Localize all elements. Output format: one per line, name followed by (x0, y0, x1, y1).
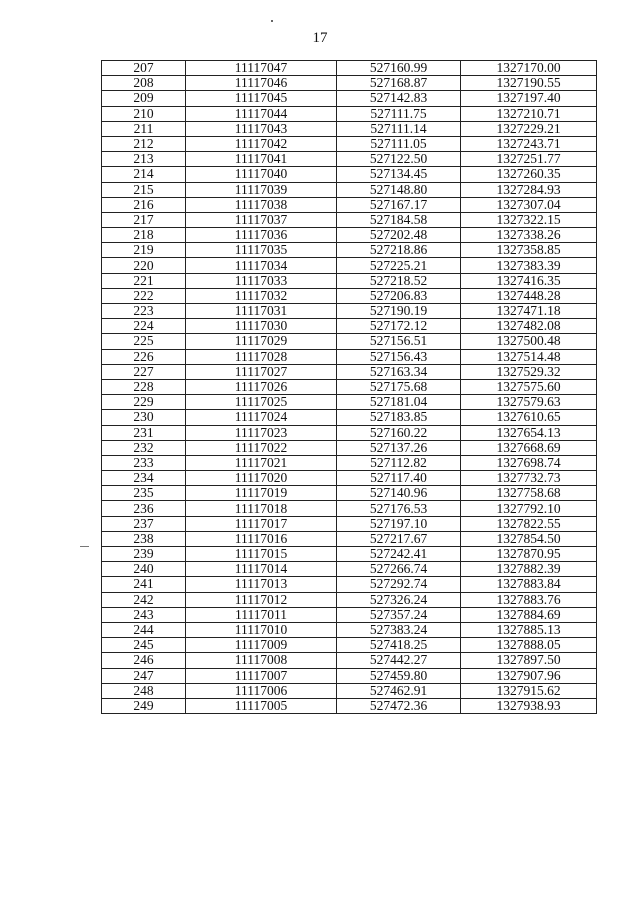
table-row (102, 547, 597, 562)
table-row (102, 167, 597, 182)
point-id-cell: 11117037 (186, 212, 337, 227)
x-coordinate-cell: 527140.96 (337, 486, 461, 501)
table-row (102, 410, 597, 425)
point-number-cell: 241 (102, 577, 186, 592)
y-coordinate-cell: 1327500.48 (461, 334, 597, 349)
table-row (102, 258, 597, 273)
point-number-cell: 237 (102, 516, 186, 531)
y-coordinate-cell: 1327514.48 (461, 349, 597, 364)
y-coordinate-cell: 1327883.76 (461, 592, 597, 607)
table-row (102, 243, 597, 258)
y-coordinate-cell: 1327307.04 (461, 197, 597, 212)
table-row (102, 349, 597, 364)
point-id-cell: 11117031 (186, 304, 337, 319)
point-id-cell: 11117014 (186, 562, 337, 577)
table-row (102, 273, 597, 288)
point-number-cell: 216 (102, 197, 186, 212)
table-row (102, 668, 597, 683)
point-id-cell: 11117012 (186, 592, 337, 607)
x-coordinate-cell: 527197.10 (337, 516, 461, 531)
x-coordinate-cell: 527142.83 (337, 91, 461, 106)
point-id-cell: 11117038 (186, 197, 337, 212)
point-id-cell: 11117034 (186, 258, 337, 273)
x-coordinate-cell: 527184.58 (337, 212, 461, 227)
y-coordinate-cell: 1327416.35 (461, 273, 597, 288)
x-coordinate-cell: 527418.25 (337, 638, 461, 653)
point-number-cell: 230 (102, 410, 186, 425)
point-id-cell: 11117026 (186, 379, 337, 394)
y-coordinate-cell: 1327907.96 (461, 668, 597, 683)
x-coordinate-cell: 527172.12 (337, 319, 461, 334)
coordinates-table-body (102, 61, 597, 714)
point-id-cell: 11117007 (186, 668, 337, 683)
point-number-cell: 221 (102, 273, 186, 288)
point-number-cell: 242 (102, 592, 186, 607)
y-coordinate-cell: 1327758.68 (461, 486, 597, 501)
point-id-cell: 11117005 (186, 698, 337, 713)
point-number-cell: 209 (102, 91, 186, 106)
point-id-cell: 11117025 (186, 395, 337, 410)
point-id-cell: 11117018 (186, 501, 337, 516)
y-coordinate-cell: 1327197.40 (461, 91, 597, 106)
point-number-cell: 224 (102, 319, 186, 334)
point-number-cell: 217 (102, 212, 186, 227)
point-number-cell: 220 (102, 258, 186, 273)
y-coordinate-cell: 1327888.05 (461, 638, 597, 653)
point-id-cell: 11117045 (186, 91, 337, 106)
table-row (102, 152, 597, 167)
point-number-cell: 211 (102, 121, 186, 136)
table-row (102, 607, 597, 622)
point-id-cell: 11117010 (186, 622, 337, 637)
point-number-cell: 247 (102, 668, 186, 683)
point-id-cell: 11117017 (186, 516, 337, 531)
point-number-cell: 222 (102, 288, 186, 303)
point-number-cell: 228 (102, 379, 186, 394)
y-coordinate-cell: 1327822.55 (461, 516, 597, 531)
y-coordinate-cell: 1327358.85 (461, 243, 597, 258)
y-coordinate-cell: 1327579.63 (461, 395, 597, 410)
table-row (102, 698, 597, 713)
point-number-cell: 227 (102, 364, 186, 379)
point-id-cell: 11117035 (186, 243, 337, 258)
x-coordinate-cell: 527442.27 (337, 653, 461, 668)
table-row (102, 61, 597, 76)
point-id-cell: 11117044 (186, 106, 337, 121)
coordinates-table (101, 60, 597, 714)
x-coordinate-cell: 527137.26 (337, 440, 461, 455)
point-id-cell: 11117021 (186, 455, 337, 470)
x-coordinate-cell: 527183.85 (337, 410, 461, 425)
y-coordinate-cell: 1327260.35 (461, 167, 597, 182)
x-coordinate-cell: 527292.74 (337, 577, 461, 592)
point-number-cell: 215 (102, 182, 186, 197)
table-row (102, 455, 597, 470)
y-coordinate-cell: 1327915.62 (461, 683, 597, 698)
point-id-cell: 11117009 (186, 638, 337, 653)
point-number-cell: 239 (102, 547, 186, 562)
x-coordinate-cell: 527357.24 (337, 607, 461, 622)
y-coordinate-cell: 1327322.15 (461, 212, 597, 227)
point-number-cell: 249 (102, 698, 186, 713)
point-number-cell: 231 (102, 425, 186, 440)
y-coordinate-cell: 1327610.65 (461, 410, 597, 425)
y-coordinate-cell: 1327885.13 (461, 622, 597, 637)
point-number-cell: 225 (102, 334, 186, 349)
point-number-cell: 210 (102, 106, 186, 121)
y-coordinate-cell: 1327732.73 (461, 471, 597, 486)
point-id-cell: 11117043 (186, 121, 337, 136)
point-number-cell: 236 (102, 501, 186, 516)
y-coordinate-cell: 1327338.26 (461, 228, 597, 243)
table-row (102, 425, 597, 440)
table-row (102, 531, 597, 546)
point-id-cell: 11117028 (186, 349, 337, 364)
page-number: 17 (312, 30, 328, 46)
x-coordinate-cell: 527163.34 (337, 364, 461, 379)
y-coordinate-cell: 1327210.71 (461, 106, 597, 121)
point-id-cell: 11117032 (186, 288, 337, 303)
x-coordinate-cell: 527217.67 (337, 531, 461, 546)
point-id-cell: 11117011 (186, 607, 337, 622)
point-number-cell: 208 (102, 76, 186, 91)
point-number-cell: 223 (102, 304, 186, 319)
y-coordinate-cell: 1327883.84 (461, 577, 597, 592)
y-coordinate-cell: 1327383.39 (461, 258, 597, 273)
point-id-cell: 11117016 (186, 531, 337, 546)
table-row (102, 486, 597, 501)
table-row (102, 121, 597, 136)
table-row (102, 334, 597, 349)
point-id-cell: 11117036 (186, 228, 337, 243)
point-number-cell: 232 (102, 440, 186, 455)
y-coordinate-cell: 1327471.18 (461, 304, 597, 319)
table-row (102, 501, 597, 516)
y-coordinate-cell: 1327884.69 (461, 607, 597, 622)
table-row (102, 136, 597, 151)
x-coordinate-cell: 527181.04 (337, 395, 461, 410)
point-id-cell: 11117019 (186, 486, 337, 501)
x-coordinate-cell: 527117.40 (337, 471, 461, 486)
table-row (102, 638, 597, 653)
x-coordinate-cell: 527111.14 (337, 121, 461, 136)
point-id-cell: 11117006 (186, 683, 337, 698)
table-row (102, 592, 597, 607)
table-row (102, 471, 597, 486)
point-number-cell: 244 (102, 622, 186, 637)
y-coordinate-cell: 1327698.74 (461, 455, 597, 470)
table-row (102, 288, 597, 303)
point-number-cell: 226 (102, 349, 186, 364)
point-id-cell: 11117047 (186, 61, 337, 76)
y-coordinate-cell: 1327243.71 (461, 136, 597, 151)
y-coordinate-cell: 1327284.93 (461, 182, 597, 197)
point-id-cell: 11117033 (186, 273, 337, 288)
y-coordinate-cell: 1327792.10 (461, 501, 597, 516)
x-coordinate-cell: 527202.48 (337, 228, 461, 243)
table-row (102, 319, 597, 334)
point-id-cell: 11117039 (186, 182, 337, 197)
point-number-cell: 213 (102, 152, 186, 167)
point-id-cell: 11117022 (186, 440, 337, 455)
x-coordinate-cell: 527111.05 (337, 136, 461, 151)
point-id-cell: 11117040 (186, 167, 337, 182)
x-coordinate-cell: 527160.99 (337, 61, 461, 76)
y-coordinate-cell: 1327870.95 (461, 547, 597, 562)
x-coordinate-cell: 527462.91 (337, 683, 461, 698)
y-coordinate-cell: 1327482.08 (461, 319, 597, 334)
x-coordinate-cell: 527160.22 (337, 425, 461, 440)
table-row (102, 106, 597, 121)
table-row (102, 440, 597, 455)
point-id-cell: 11117015 (186, 547, 337, 562)
x-coordinate-cell: 527459.80 (337, 668, 461, 683)
x-coordinate-cell: 527156.43 (337, 349, 461, 364)
point-id-cell: 11117023 (186, 425, 337, 440)
table-row (102, 364, 597, 379)
point-number-cell: 214 (102, 167, 186, 182)
x-coordinate-cell: 527175.68 (337, 379, 461, 394)
point-id-cell: 11117027 (186, 364, 337, 379)
table-row (102, 76, 597, 91)
point-number-cell: 233 (102, 455, 186, 470)
point-number-cell: 238 (102, 531, 186, 546)
x-coordinate-cell: 527168.87 (337, 76, 461, 91)
table-row (102, 683, 597, 698)
x-coordinate-cell: 527156.51 (337, 334, 461, 349)
x-coordinate-cell: 527122.50 (337, 152, 461, 167)
point-id-cell: 11117008 (186, 653, 337, 668)
y-coordinate-cell: 1327897.50 (461, 653, 597, 668)
point-id-cell: 11117042 (186, 136, 337, 151)
table-row (102, 562, 597, 577)
point-id-cell: 11117046 (186, 76, 337, 91)
x-coordinate-cell: 527148.80 (337, 182, 461, 197)
point-number-cell: 240 (102, 562, 186, 577)
table-row (102, 228, 597, 243)
table-row (102, 516, 597, 531)
y-coordinate-cell: 1327190.55 (461, 76, 597, 91)
point-id-cell: 11117020 (186, 471, 337, 486)
x-coordinate-cell: 527206.83 (337, 288, 461, 303)
point-number-cell: 245 (102, 638, 186, 653)
table-row (102, 622, 597, 637)
table-row (102, 91, 597, 106)
point-number-cell: 234 (102, 471, 186, 486)
x-coordinate-cell: 527266.74 (337, 562, 461, 577)
x-coordinate-cell: 527134.45 (337, 167, 461, 182)
point-number-cell: 219 (102, 243, 186, 258)
scan-dot (271, 20, 273, 22)
point-number-cell: 248 (102, 683, 186, 698)
table-row (102, 304, 597, 319)
x-coordinate-cell: 527112.82 (337, 455, 461, 470)
y-coordinate-cell: 1327575.60 (461, 379, 597, 394)
y-coordinate-cell: 1327251.77 (461, 152, 597, 167)
y-coordinate-cell: 1327170.00 (461, 61, 597, 76)
x-coordinate-cell: 527176.53 (337, 501, 461, 516)
y-coordinate-cell: 1327882.39 (461, 562, 597, 577)
table-row (102, 182, 597, 197)
x-coordinate-cell: 527218.52 (337, 273, 461, 288)
y-coordinate-cell: 1327654.13 (461, 425, 597, 440)
x-coordinate-cell: 527242.41 (337, 547, 461, 562)
table-row (102, 197, 597, 212)
x-coordinate-cell: 527383.24 (337, 622, 461, 637)
table-row (102, 395, 597, 410)
table-row (102, 653, 597, 668)
point-number-cell: 246 (102, 653, 186, 668)
point-number-cell: 218 (102, 228, 186, 243)
y-coordinate-cell: 1327854.50 (461, 531, 597, 546)
point-id-cell: 11117041 (186, 152, 337, 167)
point-number-cell: 243 (102, 607, 186, 622)
y-coordinate-cell: 1327668.69 (461, 440, 597, 455)
point-id-cell: 11117030 (186, 319, 337, 334)
point-id-cell: 11117013 (186, 577, 337, 592)
y-coordinate-cell: 1327529.32 (461, 364, 597, 379)
x-coordinate-cell: 527326.24 (337, 592, 461, 607)
x-coordinate-cell: 527190.19 (337, 304, 461, 319)
y-coordinate-cell: 1327448.28 (461, 288, 597, 303)
x-coordinate-cell: 527472.36 (337, 698, 461, 713)
x-coordinate-cell: 527111.75 (337, 106, 461, 121)
table-row (102, 379, 597, 394)
point-number-cell: 207 (102, 61, 186, 76)
x-coordinate-cell: 527218.86 (337, 243, 461, 258)
point-number-cell: 229 (102, 395, 186, 410)
point-number-cell: 212 (102, 136, 186, 151)
point-number-cell: 235 (102, 486, 186, 501)
y-coordinate-cell: 1327229.21 (461, 121, 597, 136)
y-coordinate-cell: 1327938.93 (461, 698, 597, 713)
x-coordinate-cell: 527225.21 (337, 258, 461, 273)
margin-mark (80, 546, 89, 547)
x-coordinate-cell: 527167.17 (337, 197, 461, 212)
point-id-cell: 11117024 (186, 410, 337, 425)
table-row (102, 212, 597, 227)
table-row (102, 577, 597, 592)
point-id-cell: 11117029 (186, 334, 337, 349)
